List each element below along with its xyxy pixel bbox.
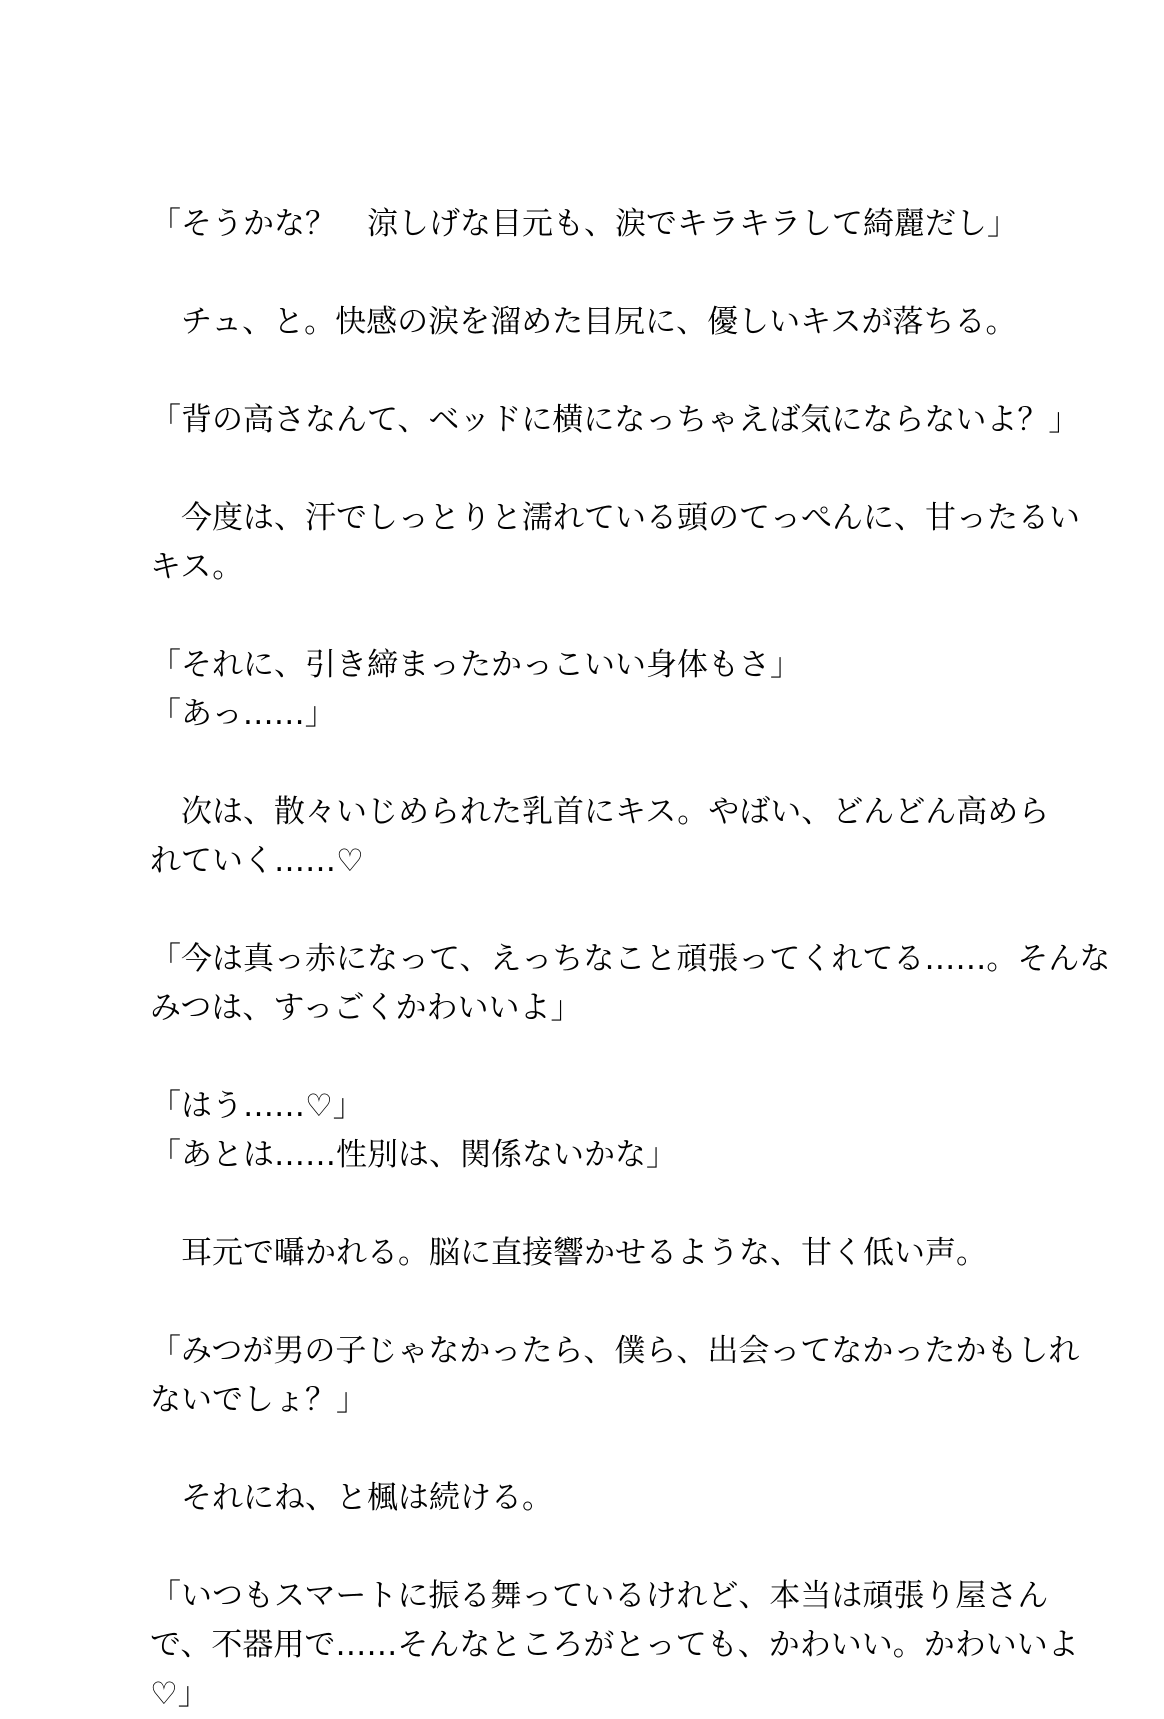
text-line: 「いつもスマートに振る舞っているけれど、本当は頑張り屋さん	[150, 1578, 1049, 1614]
text-line: 「あとは……性別は、関係ないかな」	[150, 1137, 677, 1173]
paragraph-gap	[150, 249, 1010, 298]
text-line: 耳元で囁かれる。脳に直接響かせるような、甘く低い声。	[150, 1235, 987, 1271]
text-line: それにね、と楓は続ける。	[150, 1480, 553, 1516]
paragraph-gap	[150, 1033, 1010, 1082]
text-line: 「背の高さなんて、ベッドに横になっちゃえば気にならないよ？」	[150, 402, 1080, 438]
text-line: で、不器用で……そんなところがとっても、かわいい。かわいいよ	[150, 1627, 1079, 1663]
paragraph-gap	[150, 1523, 1010, 1572]
text-line: 次は、散々いじめられた乳首にキス。やばい、どんどん高めら	[150, 794, 1050, 830]
text-line: 「それに、引き締まったかっこいい身体もさ」	[150, 647, 801, 683]
text-line: 「今は真っ赤になって、えっちなこと頑張ってくれてる……。そんな	[150, 941, 1111, 977]
paragraph-gap	[150, 1278, 1010, 1327]
text-line: ないでしょ？」	[150, 1382, 367, 1418]
text-line: キス。	[150, 549, 244, 585]
text-line: れていく……♡	[150, 843, 364, 879]
text-line: 「みつが男の子じゃなかったら、僕ら、出会ってなかったかもしれ	[150, 1333, 1080, 1369]
text-line: 今度は、汗でしっとりと濡れている頭のてっぺんに、甘ったるい	[150, 500, 1080, 536]
text-line: チュ、と。快感の涙を溜めた目尻に、優しいキスが落ちる。	[150, 304, 1017, 340]
text-line: 「そうかな？ 涼しげな目元も、涙でキラキラして綺麗だし」	[150, 206, 1018, 242]
paragraph-gap	[150, 592, 1010, 641]
text-line: みつは、すっごくかわいいよ」	[150, 990, 582, 1026]
paragraph-gap	[150, 347, 1010, 396]
text-line: ♡」	[150, 1676, 209, 1712]
body-text	[150, 200, 1111, 1719]
text-line: 「あっ……」	[150, 696, 336, 732]
paragraph-gap	[150, 739, 1010, 788]
text-line: 「はう……♡」	[150, 1088, 364, 1124]
paragraph-gap	[150, 1425, 1010, 1474]
paragraph-gap	[150, 445, 1010, 494]
paragraph-gap	[150, 1180, 1010, 1229]
paragraph-gap	[150, 886, 1010, 935]
